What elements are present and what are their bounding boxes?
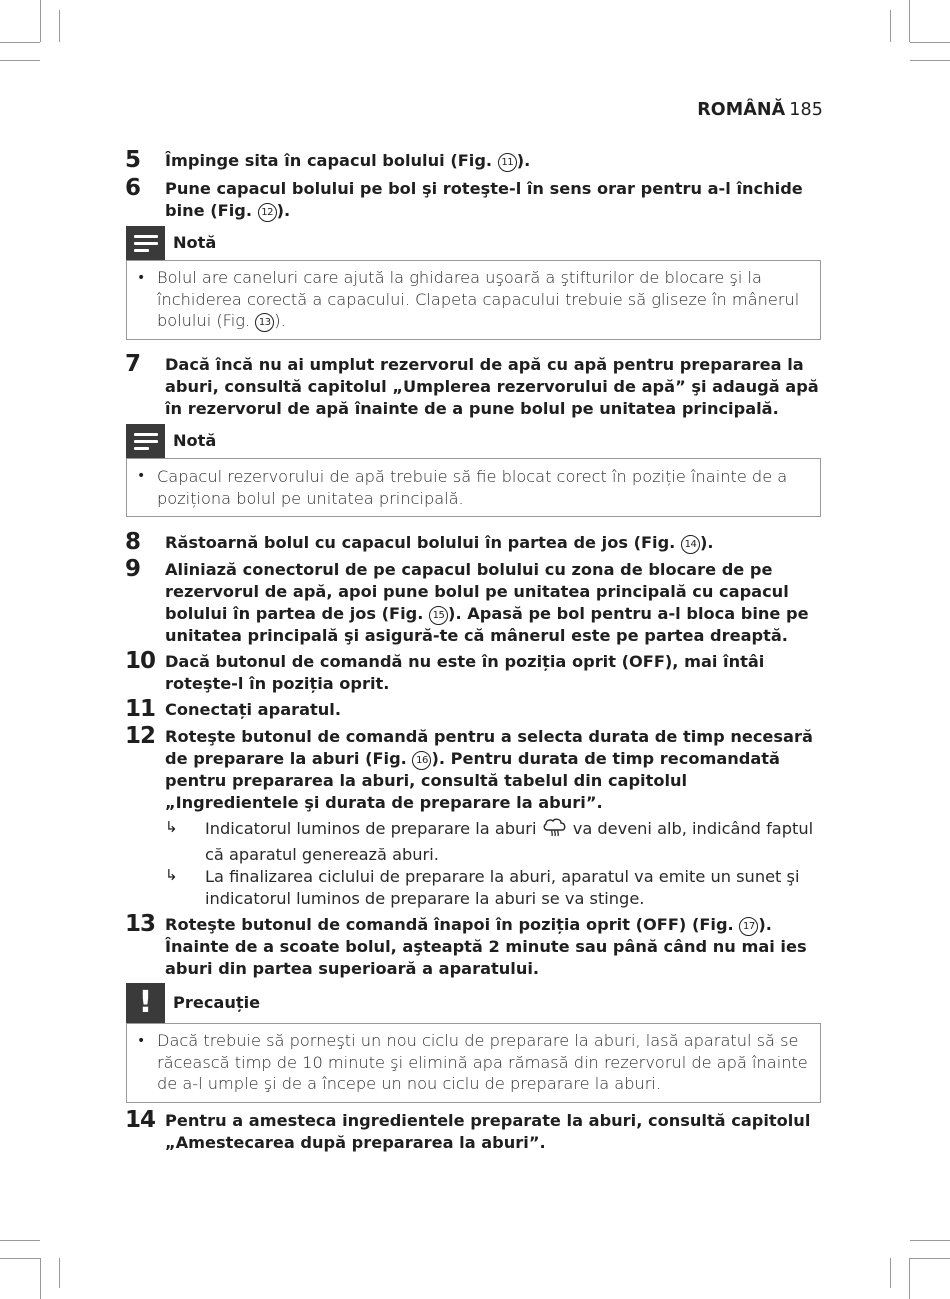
crop-mark	[59, 1258, 60, 1288]
crop-mark	[890, 1258, 891, 1288]
step-6	[125, 175, 825, 222]
step-number: 8	[125, 529, 141, 555]
page-header	[697, 100, 823, 120]
crop-mark	[0, 1240, 40, 1241]
step-text: ). Pentru durata de timp recomandată pentru prepararea la aburi, consultă tabelul din capitolul „Ingredientele şi durata de preparare la aburi”.	[165, 749, 780, 812]
step-10	[125, 648, 825, 695]
step-14	[125, 1107, 825, 1154]
step-9	[125, 556, 825, 647]
note-lines-icon	[126, 424, 165, 458]
bullet: •	[137, 468, 146, 484]
steam-icon	[542, 818, 568, 844]
crop-mark	[59, 10, 60, 42]
step-text: ).	[276, 201, 291, 220]
step-number: 5	[125, 147, 141, 173]
step-13	[125, 911, 825, 980]
crop-mark	[890, 10, 891, 42]
step-number: 13	[125, 911, 156, 937]
off-label: OFF	[629, 652, 665, 671]
figure-ref: 13	[255, 313, 274, 332]
crop-mark	[910, 42, 950, 43]
step-text: Împinge sita în capacul bolului (Fig.	[165, 151, 498, 170]
step-text: Aliniază conectorul de pe capacul bolului cu zona de blocare de pe rezervorul de apă, apoi pune bolul pe unitatea principală cu capacul bolului în partea de jos (Fig.	[165, 560, 789, 623]
caution-title: Precauție	[173, 993, 261, 1012]
step-text: ). Înainte de a scoate bolul, aşteaptă 2 minute sau până când nu mai ies aburi din partea superioară a aparatului.	[165, 915, 807, 978]
crop-mark	[910, 60, 950, 61]
crop-mark	[0, 60, 40, 61]
step-text: Răstoarnă bolul cu capacul bolului în partea de jos (Fig.	[165, 533, 681, 552]
step-number: 14	[125, 1107, 156, 1133]
step-text: Conectați aparatul.	[165, 700, 341, 719]
step-text: Dacă butonul de comandă nu este în poziția oprit (	[165, 652, 629, 671]
exclamation-icon: !	[126, 983, 165, 1023]
step-text: Dacă încă nu ai umplut rezervorul de apă cu apă pentru prepararea la aburi, consultă capitolul „Umplerea rezervorului de apă” şi adaugă apă în rezervorul de apă înainte de a pune bolul pe unitatea principală.	[165, 355, 819, 418]
step-7	[125, 351, 825, 420]
crop-mark	[0, 1258, 40, 1259]
step-number: 9	[125, 556, 141, 582]
step-text: ).	[699, 533, 714, 552]
result-arrow-icon: ↳	[165, 866, 178, 884]
step-text: Pentru a amesteca ingredientele preparate la aburi, consultă capitolul „Amestecarea după prepararea la aburi”.	[165, 1111, 811, 1152]
off-label: OFF	[643, 915, 679, 934]
bullet: •	[137, 270, 146, 286]
crop-mark	[40, 1258, 41, 1299]
step-number: 7	[125, 351, 141, 377]
result-text: va deveni alb, indicând faptul că aparatul generează aburi.	[205, 819, 814, 864]
result-item	[165, 866, 830, 909]
figure-ref: 16	[412, 751, 431, 770]
note-box	[126, 260, 821, 340]
result-text: La finalizarea ciclului de preparare la aburi, aparatul va emite un sunet şi indicatorul luminos de preparare la aburi se va stinge.	[205, 867, 800, 908]
crop-mark	[909, 0, 910, 42]
note-title: Notă	[173, 431, 217, 450]
crop-mark	[0, 42, 40, 43]
step-text: ), mai întâi roteşte-l în poziția oprit.	[165, 652, 765, 693]
result-item	[165, 818, 830, 865]
figure-ref: 11	[498, 153, 517, 172]
page-number: 185	[789, 100, 823, 120]
step-number: 10	[125, 648, 156, 674]
figure-ref: 12	[258, 203, 277, 222]
note-title: Notă	[173, 233, 217, 252]
step-text: Roteşte butonul de comandă înapoi în poziția oprit (	[165, 915, 644, 934]
note-text: Capacul rezervorului de apă trebuie să fie blocat corect în poziție înainte de a poziționa bolul pe unitatea principală.	[157, 467, 788, 508]
note-text: Bolul are caneluri care ajută la ghidarea uşoară a ştifturilor de blocare şi la închiderea corectă a capacului. Clapeta capacului trebuie să gliseze în mânerul bolului (Fig.	[157, 268, 800, 330]
bullet: •	[137, 1033, 146, 1049]
step-12	[125, 723, 825, 814]
caution-box	[126, 1023, 821, 1103]
figure-ref: 17	[739, 917, 758, 936]
step-number: 11	[125, 696, 156, 722]
step-text: ). Apasă pe bol pentru a-l bloca bine pe unitatea principală şi asigură-te că mânerul este pe partea dreaptă.	[165, 604, 809, 645]
crop-mark	[40, 0, 41, 42]
step-number: 12	[125, 723, 156, 749]
crop-mark	[910, 1258, 950, 1259]
step-11	[125, 696, 825, 722]
step-text: Roteşte butonul de comandă pentru a selecta durata de timp necesară de preparare la aburi (Fig.	[165, 727, 813, 768]
figure-ref: 14	[681, 535, 700, 554]
language-label: ROMÂNĂ	[697, 100, 786, 120]
result-arrow-icon: ↳	[165, 818, 178, 836]
crop-mark	[910, 1240, 950, 1241]
crop-mark	[909, 1258, 910, 1299]
note-lines-icon	[126, 226, 165, 260]
step-5	[125, 147, 825, 173]
step-text: ).	[516, 151, 531, 170]
step-text: Pune capacul bolului pe bol şi roteşte-l în sens orar pentru a-l închide bine (Fig.	[165, 179, 803, 220]
step-number: 6	[125, 175, 141, 201]
step-text: ) (Fig.	[678, 915, 740, 934]
caution-text: Dacă trebuie să porneşti un nou ciclu de preparare la aburi, lasă aparatul să se răcească timp de 10 minute şi elimină apa rămasă din rezervorul de apă înainte de a-l umple şi de a începe un nou ciclu de preparare la aburi.	[157, 1031, 808, 1093]
note-text: ).	[274, 311, 286, 330]
result-text: Indicatorul luminos de preparare la aburi	[205, 819, 542, 838]
figure-ref: 15	[429, 606, 448, 625]
step-8	[125, 529, 825, 555]
note-box	[126, 458, 821, 517]
